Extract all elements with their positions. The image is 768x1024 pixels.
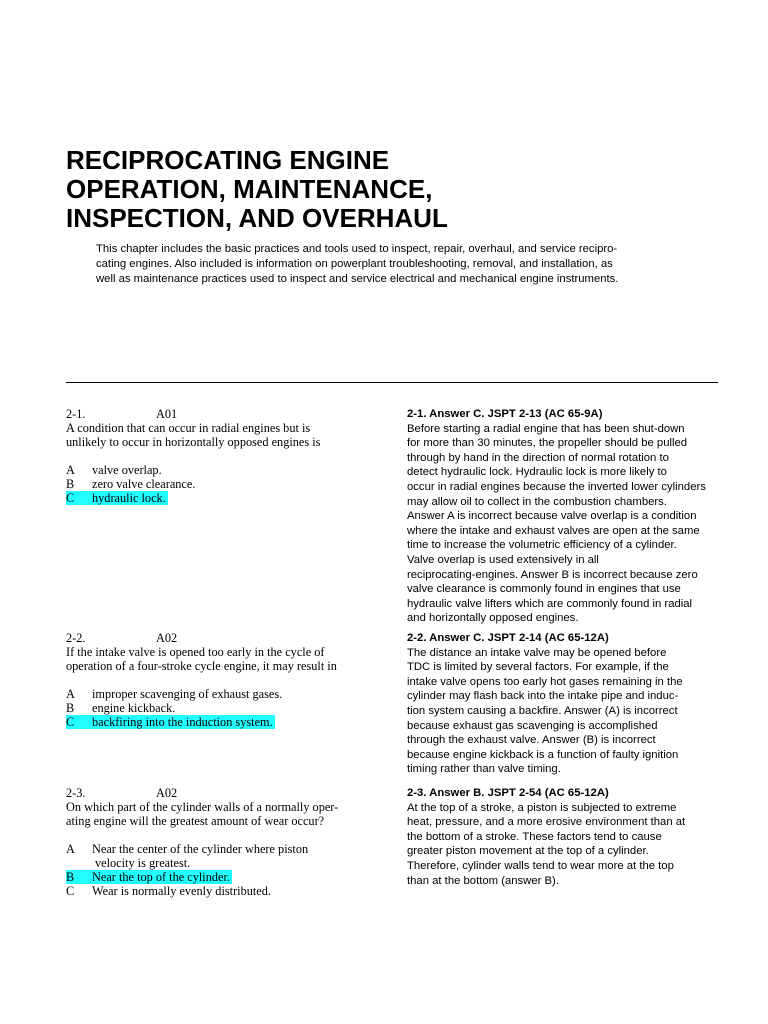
question-2-3 <box>66 786 386 898</box>
answer-line: intake valve opens too early hot gases remaining in the <box>407 675 683 688</box>
option-a-continuation: velocity is greatest. <box>95 856 191 870</box>
answer-line: detect hydraulic lock. Hydraulic lock is more likely to <box>407 466 667 479</box>
answer-line: At the top of a stroke, a piston is subjected to extreme <box>407 801 677 814</box>
option-c: C Wear is normally evenly distributed. <box>66 884 271 898</box>
intro-line: cating engines. Also included is information on powerplant troubleshooting, removal, and installation, as <box>96 258 613 270</box>
question-header <box>66 786 386 800</box>
question-number: 2-2. <box>66 631 86 645</box>
answer-line: valve clearance is commonly found in engines that use <box>407 583 681 596</box>
answer-line: where the intake and exhaust valves are open at the same <box>407 524 700 537</box>
answer-line: because exhaust gas scavenging is accomplished <box>407 719 658 732</box>
answer-2-1 <box>407 407 727 626</box>
answer-line: reciprocating-engines. Answer B is incorrect because zero <box>407 568 698 581</box>
answer-heading: 2-2. Answer C. JSPT 2-14 (AC 65-12A) <box>407 632 609 644</box>
answer-line: through the exhaust valve. Answer (B) is incorrect <box>407 734 656 747</box>
answer-body <box>407 801 727 889</box>
question-code: A02 <box>156 786 178 800</box>
answer-body <box>407 422 727 626</box>
answer-2-2 <box>407 631 727 777</box>
question-header <box>66 631 386 645</box>
option-a: A Near the center of the cylinder where piston velocity is greatest. <box>66 842 386 870</box>
answer-line: occur in radial engines because the inverted lower cylinders <box>407 480 706 493</box>
answer-line: for more than 30 minutes, the propeller should be pulled <box>407 437 688 450</box>
option-a: A valve overlap. <box>66 463 162 477</box>
question-stem-line: ating engine will the greatest amount of wear occur? <box>66 814 325 828</box>
title-line: OPERATION, MAINTENANCE, <box>66 174 433 204</box>
intro-line: well as maintenance practices used to inspect and service electrical and mechanical engine instruments. <box>96 273 619 285</box>
answer-line: and horizontally opposed engines. <box>407 612 579 625</box>
option-b: B zero valve clearance. <box>66 477 196 491</box>
option-c-highlighted: C hydraulic lock. <box>66 491 166 505</box>
question-code: A01 <box>156 407 178 421</box>
answer-heading: 2-3. Answer B. JSPT 2-54 (AC 65-12A) <box>407 787 609 799</box>
answer-line: than at the bottom (answer B). <box>407 874 559 887</box>
answer-line: because engine kickback is a function of faulty ignition <box>407 748 679 761</box>
answer-line: greater piston movement at the top of a cylinder. <box>407 845 649 858</box>
intro-line: This chapter includes the basic practices and tools used to inspect, repair, overhaul, and service recipro- <box>96 243 618 255</box>
chapter-intro <box>96 242 696 287</box>
answer-line: through by hand in the direction of normal rotation to <box>407 451 669 464</box>
answer-heading: 2-1. Answer C. JSPT 2-13 (AC 65-9A) <box>407 408 603 420</box>
question-number: 2-3. <box>66 786 86 800</box>
answer-line: Before starting a radial engine that has been shut-down <box>407 422 685 435</box>
question-code: A02 <box>156 631 178 645</box>
answer-line: Answer A is incorrect because valve overlap is a condition <box>407 510 697 523</box>
answer-line: time to increase the volumetric efficiency of a cylinder. <box>407 539 677 552</box>
answer-line: timing rather than valve timing. <box>407 763 561 776</box>
chapter-title <box>66 146 726 233</box>
title-line: INSPECTION, AND OVERHAUL <box>66 203 448 233</box>
question-stem-line: unlikely to occur in horizontally opposed engines is <box>66 435 321 449</box>
question-number: 2-1. <box>66 407 86 421</box>
answer-body <box>407 646 727 777</box>
question-stem-line: operation of a four-stroke cycle engine, it may result in <box>66 659 337 673</box>
option-b-highlighted: B Near the top of the cylinder. <box>66 870 230 884</box>
option-a: A improper scavenging of exhaust gases. <box>66 687 283 701</box>
answer-2-3 <box>407 786 727 888</box>
answer-line: hydraulic valve lifters which are commonly found in radial <box>407 597 693 610</box>
question-2-1 <box>66 407 386 505</box>
answer-line: The distance an intake valve may be opened before <box>407 646 667 659</box>
question-header <box>66 407 386 421</box>
question-stem-line: If the intake valve is opened too early in the cycle of <box>66 645 325 659</box>
answer-line: Valve overlap is used extensively in all <box>407 553 599 566</box>
answer-line: the bottom of a stroke. These factors tend to cause <box>407 830 662 843</box>
option-b: B engine kickback. <box>66 701 176 715</box>
question-stem-line: On which part of the cylinder walls of a normally oper- <box>66 800 339 814</box>
answer-line: heat, pressure, and a more erosive environment than at <box>407 816 686 829</box>
section-divider <box>66 382 718 383</box>
answer-line: Therefore, cylinder walls tend to wear more at the top <box>407 859 674 872</box>
option-c-highlighted: C backfiring into the induction system. <box>66 715 273 729</box>
question-2-2 <box>66 631 386 729</box>
answer-line: tion system causing a backfire. Answer (A) is incorrect <box>407 704 678 717</box>
answer-line: TDC is limited by several factors. For example, if the <box>407 661 669 674</box>
title-line: RECIPROCATING ENGINE <box>66 145 390 175</box>
answer-line: cylinder may flash back into the intake pipe and induc- <box>407 690 679 703</box>
question-stem-line: A condition that can occur in radial engines but is <box>66 421 311 435</box>
answer-line: may allow oil to collect in the combustion chambers. <box>407 495 667 508</box>
